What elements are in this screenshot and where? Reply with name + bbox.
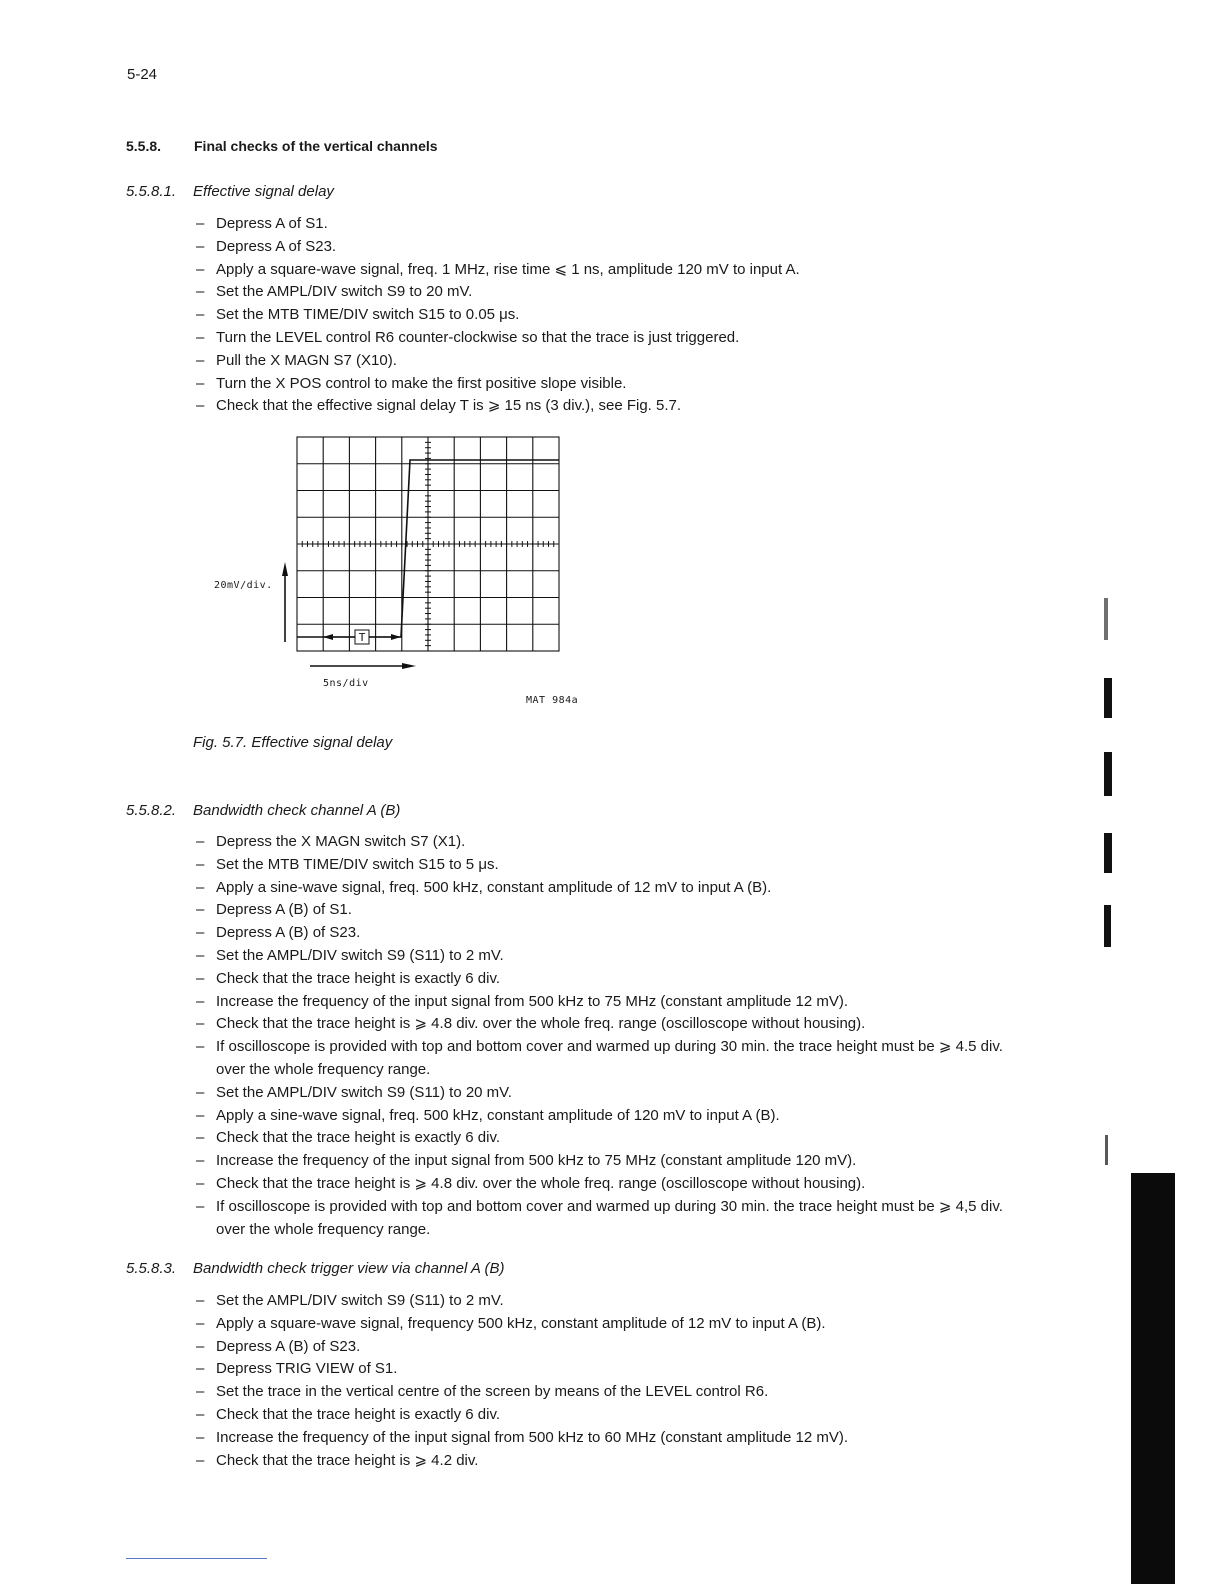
step-item: – Check that the trace height is ⩾ 4.8 div. over the whole freq. range (oscilloscope without housing). (196, 1173, 1006, 1196)
step-item: – Set the trace in the vertical centre of the screen by means of the LEVEL control R6. (196, 1381, 848, 1404)
subsection-heading (126, 802, 400, 819)
step-item: – If oscilloscope is provided with top and bottom cover and warmed up during 30 min. the trace height must be ⩾ 4,5 div. over the whole frequency range. (196, 1196, 1006, 1242)
scan-edge (1131, 1173, 1175, 1584)
horizontal-scale-arrow (310, 663, 416, 669)
step-item: – If oscilloscope is provided with top and bottom cover and warmed up during 30 min. the trace height must be ⩾ 4.5 div. over the whole frequency range. (196, 1036, 1006, 1082)
scan-mark (1104, 752, 1112, 796)
subsection-heading (126, 183, 334, 200)
step-item: – Set the AMPL/DIV switch S9 (S11) to 20 mV. (196, 1082, 1006, 1105)
step-item: – Depress A of S1. (196, 213, 800, 236)
subsection-heading (126, 1260, 505, 1277)
y-scale-label: 20mV/div. (214, 580, 273, 591)
figure-caption: Fig. 5.7. Effective signal delay (193, 734, 393, 751)
step-item: – Apply a sine-wave signal, freq. 500 kHz, constant amplitude of 12 mV to input A (B). (196, 877, 1006, 900)
subsection-title: Bandwidth check channel A (B) (193, 802, 401, 819)
step-item: – Apply a sine-wave signal, freq. 500 kHz, constant amplitude of 120 mV to input A (B). (196, 1105, 1006, 1128)
step-item: – Pull the X MAGN S7 (X10). (196, 350, 800, 373)
step-item: – Depress A of S23. (196, 236, 800, 259)
step-list (196, 213, 800, 418)
step-item: – Check that the trace height is exactly 6 div. (196, 1127, 1006, 1150)
step-item: – Depress A (B) of S23. (196, 1336, 848, 1359)
scan-mark (1104, 905, 1111, 947)
step-item: – Increase the frequency of the input signal from 500 kHz to 75 MHz (constant amplitude 120 mV). (196, 1150, 1006, 1173)
scan-mark (1104, 598, 1108, 640)
step-item: – Depress A (B) of S1. (196, 899, 1006, 922)
step-item: – Check that the trace height is ⩾ 4.2 div. (196, 1450, 848, 1473)
footnote-rule (126, 1558, 267, 1559)
step-item: – Set the AMPL/DIV switch S9 to 20 mV. (196, 281, 800, 304)
section-heading (126, 138, 438, 154)
step-item: – Set the MTB TIME/DIV switch S15 to 0.05 μs. (196, 304, 800, 327)
step-item: – Set the AMPL/DIV switch S9 (S11) to 2 mV. (196, 945, 1006, 968)
delay-marker (323, 630, 401, 644)
step-item: – Turn the X POS control to make the first positive slope visible. (196, 373, 800, 396)
step-item: – Check that the effective signal delay T is ⩾ 15 ns (3 div.), see Fig. 5.7. (196, 395, 800, 418)
page-number: 5-24 (127, 66, 158, 83)
x-scale-label: 5ns/div (323, 678, 369, 689)
subsection-number: 5.5.8.1. (126, 183, 177, 200)
subsection-title: Effective signal delay (193, 183, 334, 200)
delay-label: T (358, 631, 366, 644)
step-item: – Depress A (B) of S23. (196, 922, 1006, 945)
step-item: – Check that the trace height is exactly 6 div. (196, 1404, 848, 1427)
step-item: – Increase the frequency of the input signal from 500 kHz to 60 MHz (constant amplitude 12 mV). (196, 1427, 848, 1450)
step-item: – Increase the frequency of the input signal from 500 kHz to 75 MHz (constant amplitude 12 mV). (196, 991, 1006, 1014)
step-item: – Check that the trace height is exactly 6 div. (196, 968, 1006, 991)
step-item: – Set the MTB TIME/DIV switch S15 to 5 μs. (196, 854, 1006, 877)
section-title: Final checks of the vertical channels (194, 138, 438, 154)
scan-mark (1104, 678, 1112, 718)
step-item: – Depress TRIG VIEW of S1. (196, 1358, 848, 1381)
step-list (196, 1290, 848, 1472)
vertical-scale-arrow (282, 562, 288, 642)
step-item: – Turn the LEVEL control R6 counter-clockwise so that the trace is just triggered. (196, 327, 800, 350)
subsection-title: Bandwidth check trigger view via channel A (B) (193, 1260, 505, 1277)
section-number: 5.5.8. (126, 138, 162, 154)
oscilloscope-figure (280, 430, 580, 670)
step-item: – Depress the X MAGN switch S7 (X1). (196, 831, 1006, 854)
subsection-number: 5.5.8.2. (126, 802, 177, 819)
scan-mark (1105, 1135, 1108, 1165)
step-item: – Apply a square-wave signal, freq. 1 MHz, rise time ⩽ 1 ns, amplitude 120 mV to input A. (196, 259, 800, 282)
figure-reference: MAT 984a (526, 695, 579, 706)
scan-mark (1104, 833, 1112, 873)
subsection-number: 5.5.8.3. (126, 1260, 177, 1277)
step-item: – Apply a square-wave signal, frequency 500 kHz, constant amplitude of 12 mV to input A (B). (196, 1313, 848, 1336)
step-list (196, 831, 1006, 1241)
step-item: – Set the AMPL/DIV switch S9 (S11) to 2 mV. (196, 1290, 848, 1313)
step-item: – Check that the trace height is ⩾ 4.8 div. over the whole freq. range (oscilloscope without housing). (196, 1013, 1006, 1036)
